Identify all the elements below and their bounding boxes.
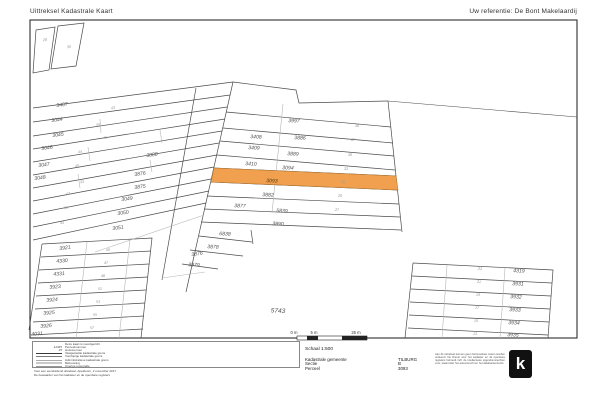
parcel-number: 3094 bbox=[282, 165, 294, 172]
legend-label: Voorlopige kadastrale grens bbox=[65, 354, 103, 359]
info-field-label: Perceel bbox=[305, 365, 320, 371]
selected-parcel-number: 3093 bbox=[266, 178, 278, 185]
parcel-number: 3997 bbox=[288, 118, 300, 125]
legend-label: Administratieve kadastrale grens bbox=[65, 357, 109, 362]
parcel-number: 3407 bbox=[55, 101, 69, 110]
parcel-number: 3050 bbox=[116, 209, 130, 218]
parcel-number: 3045 bbox=[51, 131, 65, 140]
house-number: 57 bbox=[89, 325, 95, 331]
parcel-number: 3409 bbox=[248, 145, 260, 152]
parcel-number: 4331 bbox=[53, 270, 65, 278]
house-number: 17 bbox=[474, 305, 480, 311]
parcel-number: 3934 bbox=[508, 320, 520, 327]
legend-item bbox=[35, 365, 299, 368]
parcel-number: 3886 bbox=[294, 135, 306, 142]
parcel-number: 4031 bbox=[31, 330, 43, 338]
legend-footer-2: De bewaarder van het kadaster en de openbare registers bbox=[34, 373, 111, 377]
house-number: 15 bbox=[473, 318, 479, 324]
house-number: 37 bbox=[350, 137, 356, 143]
parcel-number: 3876 bbox=[190, 250, 204, 259]
house-number: 53 bbox=[95, 299, 101, 305]
house-number: 55 bbox=[92, 312, 98, 318]
house-number: 45 bbox=[74, 163, 80, 169]
house-number: 36 bbox=[354, 123, 360, 129]
legend-label: Huisnummer bbox=[65, 348, 83, 353]
legend-symbol-line-solid bbox=[35, 353, 65, 354]
house-number: 27 bbox=[334, 207, 340, 213]
legend-symbol-line-dotted bbox=[35, 360, 65, 361]
house-number: 36 bbox=[63, 205, 69, 211]
legend-label: Overige topografie bbox=[65, 363, 90, 368]
parcel-info-fields bbox=[305, 357, 417, 371]
parcel-number: 3935 bbox=[507, 332, 519, 339]
house-number: 29 bbox=[337, 193, 343, 199]
house-number: 30 bbox=[66, 44, 72, 50]
legend-symbol-text: 12345 bbox=[53, 345, 62, 350]
house-number: 39 bbox=[95, 122, 101, 128]
parcel-number: 3879 bbox=[188, 262, 200, 269]
parcel-labels bbox=[31, 38, 525, 339]
scale-bar bbox=[297, 336, 367, 340]
parcel-number: 3046 bbox=[40, 144, 54, 153]
house-number: 48 bbox=[100, 273, 106, 279]
parcel-number: 3875 bbox=[133, 183, 147, 192]
house-number: 44 bbox=[59, 220, 65, 226]
house-number: 13 bbox=[472, 331, 478, 337]
parcel-number: 3876 bbox=[133, 170, 147, 179]
parcel-number: 3889 bbox=[287, 151, 299, 158]
parcel-number: 3051 bbox=[111, 224, 125, 233]
parcel-number: 3047 bbox=[37, 161, 51, 170]
parcel-number: 3044 bbox=[50, 116, 64, 125]
info-field-row bbox=[305, 366, 417, 371]
parcel-number: 3877 bbox=[234, 203, 246, 210]
info-field-label: Sectie bbox=[305, 361, 318, 367]
parcel-number: 3890 bbox=[272, 221, 284, 228]
secondary-boundaries bbox=[76, 104, 505, 338]
kadaster-logo bbox=[509, 350, 532, 378]
disclaimer-text: Aan dit uittreksel kunnen geen betrouwbare maten worden ontleend. De Dienst voor het kadaster en de openbare registers behoudt zich de intellectuele eigendomsrechten voor, waaronder het auteursrecht en het databankenrecht. bbox=[435, 353, 505, 366]
legend-label: Perceelnummer bbox=[65, 345, 87, 350]
info-field-label: Kadastrale gemeente bbox=[305, 356, 347, 362]
parcel-number: 4330 bbox=[56, 257, 68, 265]
legend-label: Vastgestelde kadastrale grens bbox=[65, 351, 106, 356]
house-number: 47 bbox=[65, 191, 71, 197]
house-number: 51 bbox=[97, 286, 103, 292]
scale-bar-label: 5 m bbox=[310, 330, 318, 335]
legend-symbol-text: 25 bbox=[58, 348, 62, 353]
parcel-number: 3410 bbox=[245, 161, 257, 168]
highlighted-parcel bbox=[211, 168, 398, 190]
house-number: 41 bbox=[102, 135, 108, 141]
house-number: 44 bbox=[77, 149, 83, 155]
parcel-number: 5743 bbox=[270, 307, 286, 316]
legend-label: Deze kaart is noordgericht bbox=[65, 342, 101, 347]
parcel-number: 3049 bbox=[120, 195, 134, 204]
house-number: 23 bbox=[477, 266, 483, 272]
legend-symbol-line-dashed bbox=[35, 356, 65, 357]
kadaster-logo-letter: k bbox=[515, 353, 526, 373]
parcel-number: 3932 bbox=[510, 294, 522, 301]
legend-symbol-line-thin bbox=[35, 366, 65, 367]
parcel-number: 3923 bbox=[49, 283, 61, 291]
parcel-number: 3048 bbox=[33, 174, 47, 183]
legend-label: Bebouwing bbox=[65, 360, 80, 365]
parcel-number: 6838 bbox=[219, 231, 231, 238]
house-number: 47 bbox=[103, 260, 109, 266]
house-number: 19 bbox=[475, 292, 481, 298]
house-number: 21 bbox=[476, 279, 482, 285]
parcel-number: 3925 bbox=[43, 309, 55, 317]
scale-bar-label: 0 m bbox=[290, 330, 298, 335]
page-title: Uittreksel Kadastrale Kaart bbox=[30, 8, 113, 15]
parcel-number: 3921 bbox=[58, 244, 72, 253]
info-field-value: TILBURG bbox=[398, 356, 418, 362]
parcel-number: 3888 bbox=[145, 151, 159, 160]
legend bbox=[32, 341, 300, 368]
scale-text: Schaal 1:500 bbox=[305, 347, 334, 352]
house-number: 43 bbox=[110, 105, 116, 111]
scale-bar-label: 25 m bbox=[351, 330, 361, 335]
parcel-number: 3878 bbox=[207, 244, 219, 251]
parcel-number: 3408 bbox=[250, 134, 262, 141]
house-number: 33 bbox=[79, 179, 85, 185]
house-number: 28 bbox=[42, 37, 48, 43]
parcel-number: 4319 bbox=[513, 268, 525, 275]
legend-footer-1: Voor een eensluidend uittreksel, Apeldoorn, 2 november 2017 bbox=[34, 369, 117, 373]
house-number: 33 bbox=[343, 166, 349, 172]
parcel-number: 5839 bbox=[276, 208, 288, 215]
info-field-value: 3093 bbox=[398, 365, 408, 371]
parcel-number: 3933 bbox=[509, 307, 521, 314]
parcel-number: 3924 bbox=[46, 296, 58, 304]
house-number: 38 bbox=[347, 152, 353, 158]
info-field-value: B bbox=[398, 361, 401, 367]
reference-text: Uw referentie: De Bont Makelaardij bbox=[469, 8, 577, 15]
legend-symbol-fill bbox=[35, 362, 65, 364]
house-number: 46 bbox=[105, 247, 111, 253]
parcel-number: 3931 bbox=[512, 281, 524, 288]
parcel-number: 3882 bbox=[262, 192, 274, 199]
parcel-number: 3926 bbox=[40, 322, 52, 330]
house-number: 31 bbox=[340, 179, 346, 185]
